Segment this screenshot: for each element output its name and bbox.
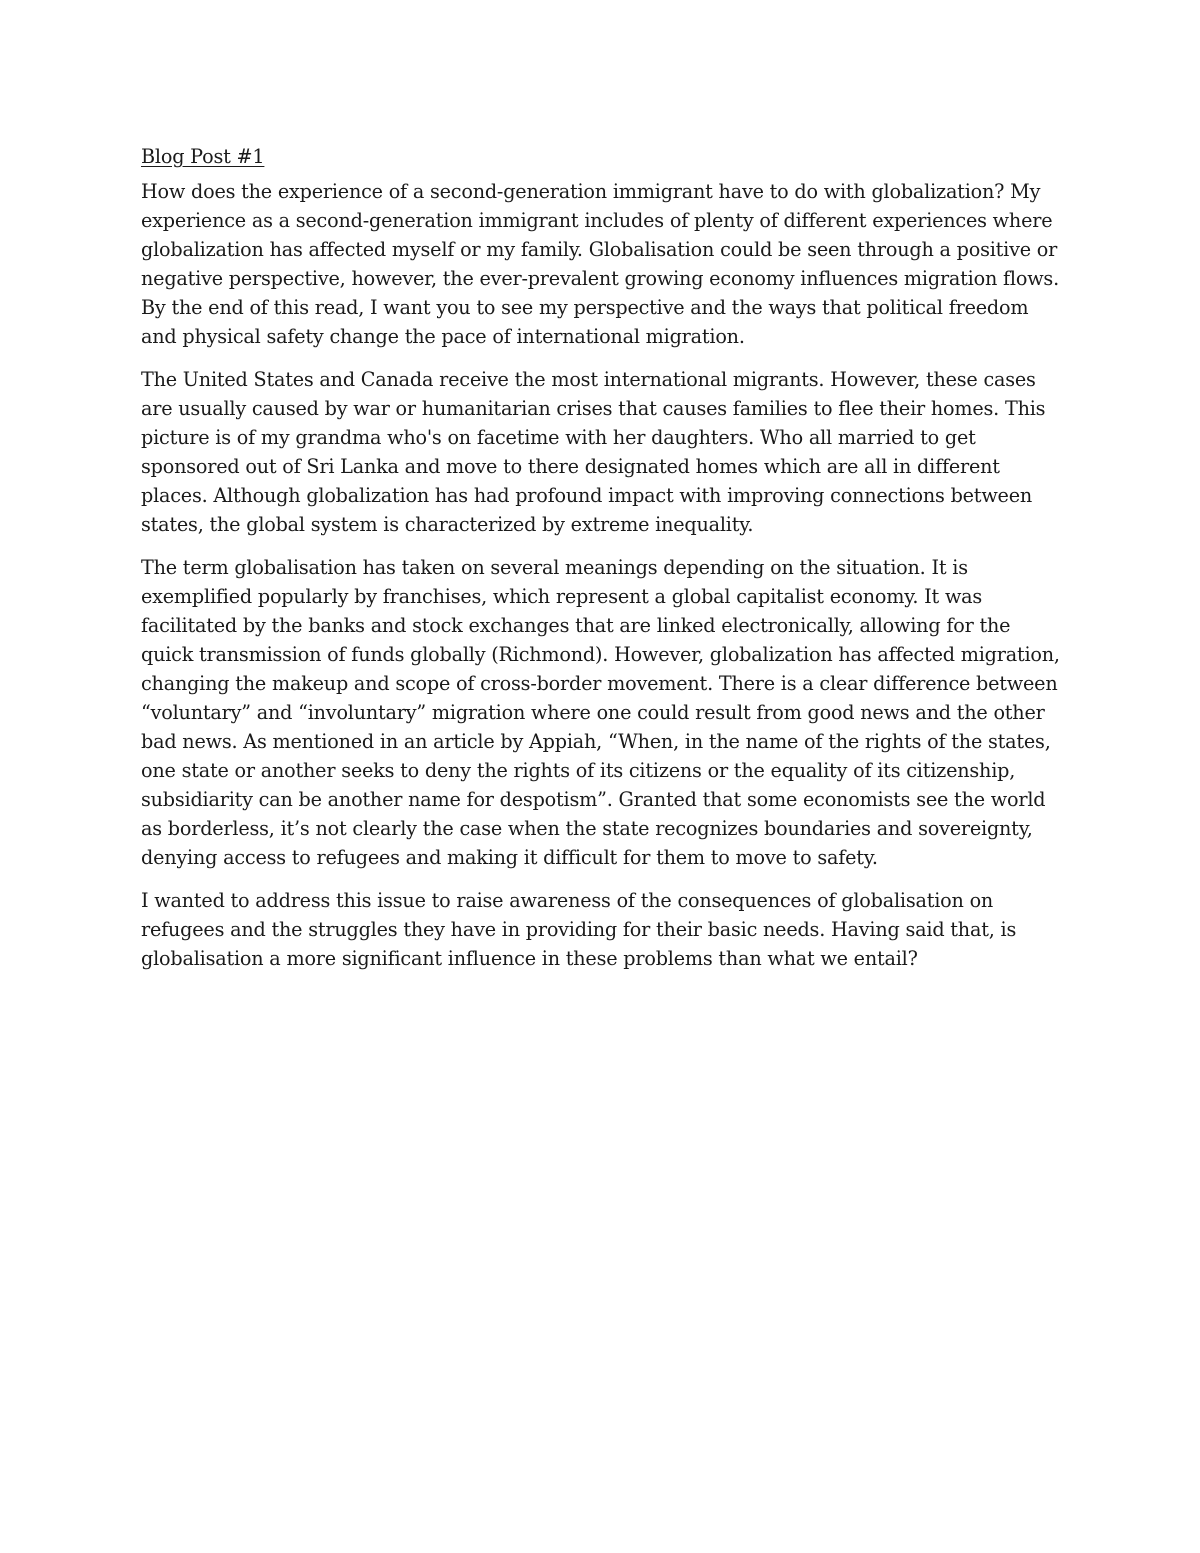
paragraph-1: How does the experience of a second-generation immigrant have to do with globalization? My experience as a second-generation immigrant includes of plenty of different experiences where globalization has affected myself or my family. Globalisation could be seen through a positive or negative perspective, however, the ever-prevalent growing economy influences migration flows. By the end of this read, I want you to see my perspective and the ways that political freedom and physical safety change the pace of international migration. bbox=[141, 180, 1059, 348]
document-title: Blog Post #1 bbox=[141, 145, 265, 168]
paragraph-4: I wanted to address this issue to raise awareness of the consequences of globalisation on refugees and the struggles they have in providing for their basic needs. Having said that, is globalisation a more significant influence in these problems than what we entail? bbox=[141, 889, 1017, 970]
paragraph-2: The United States and Canada receive the most international migrants. However, these cases are usually caused by war or humanitarian crises that causes families to flee their homes. This picture is of my grandma who's on facetime with her daughters. Who all married to get sponsored out of Sri Lanka and move to there designated homes which are all in different places. Although globalization has had profound impact with improving connections between states, the global system is characterized by extreme inequality. bbox=[141, 368, 1046, 536]
paragraph-3: The term globalisation has taken on several meanings depending on the situation. It is exemplified popularly by franchises, which represent a global capitalist economy. It was facilitated by the banks and stock exchanges that are linked electronically, allowing for the quick transmission of funds globally (Richmond). However, globalization has affected migration, changing the makeup and scope of cross-border movement. There is a clear difference between “voluntary” and “involuntary” migration where one could result from good news and the other bad news. As mentioned in an article by Appiah, “When, in the name of the rights of the states, one state or another seeks to deny the rights of its citizens or the equality of its citizenship, subsidiarity can be another name for despotism”. Granted that some economists see the world as borderless, it’s not clearly the case when the state recognizes boundaries and sovereignty, denying access to refugees and making it difficult for them to move to safety. bbox=[141, 556, 1060, 869]
document-body bbox=[141, 142, 1066, 987]
